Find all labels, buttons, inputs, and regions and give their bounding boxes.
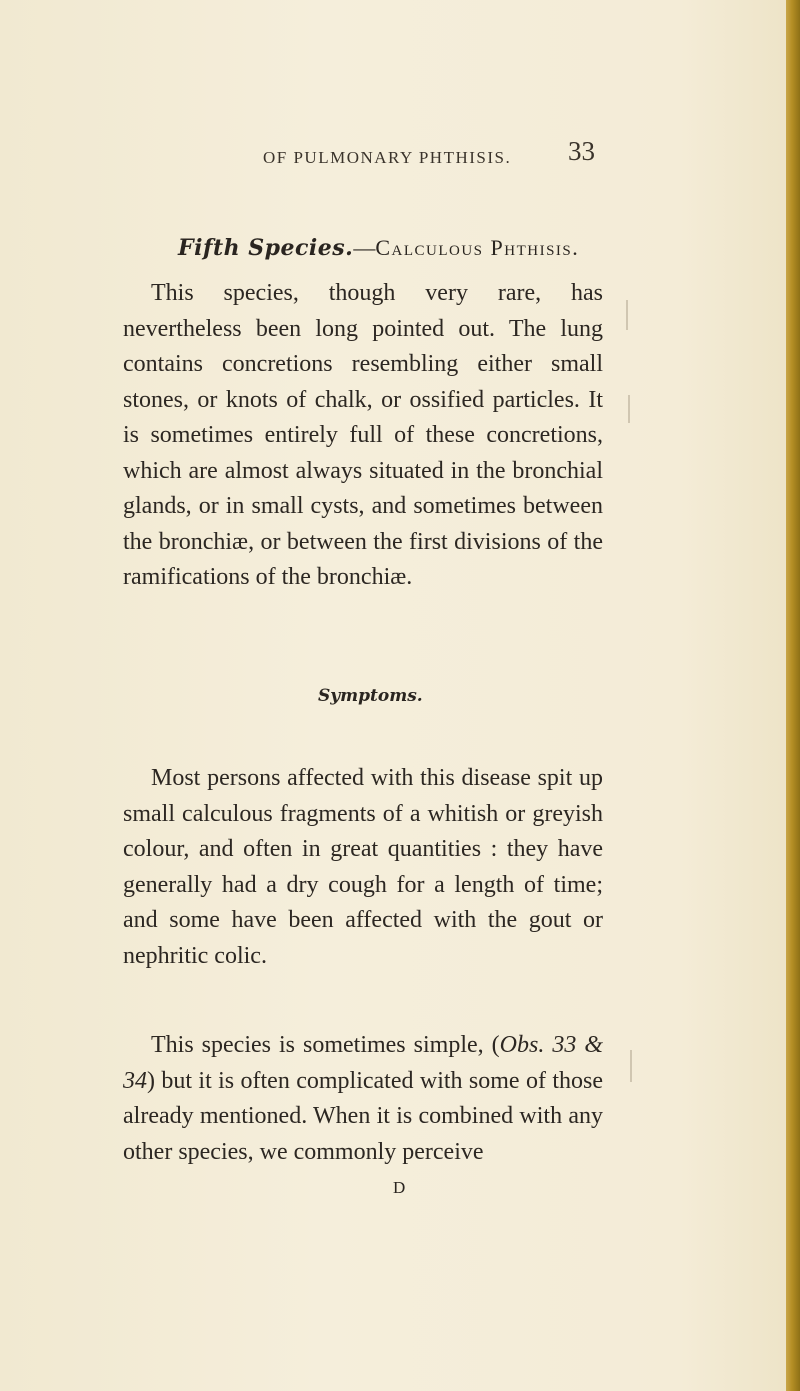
paragraph-3 <box>123 1028 603 1170</box>
page-number: 33 <box>568 136 595 166</box>
paragraph-2-text: Most persons affected with this disease spit up small calculous fragments of a whitish or greyish colour, and often in great quantities : they have generally had a dry cough for a length of time; and some have been affected with the gout or nephritic colic. <box>123 765 603 969</box>
section-heading-title: Calculous Phthisis. <box>375 235 580 260</box>
running-head-title: OF PULMONARY PHTHISIS. <box>263 148 512 167</box>
section-heading-blackletter: Fifth Species. <box>178 235 354 261</box>
paragraph-1 <box>123 276 603 596</box>
paragraph-3-text-a: This species is sometimes simple, ( <box>151 1032 500 1058</box>
paragraph-3-text-b: ) but it is often complicated with some of those already mentioned. When it is combined with any other species, we commonly perceive <box>123 1067 603 1165</box>
section-heading-dash: — <box>353 235 376 260</box>
margin-mark <box>630 1050 632 1082</box>
paragraph-2 <box>123 761 603 974</box>
paragraph-1-text: This species, though very rare, has nevertheless been long pointed out. The lung contains concretions resembling either small stones, or knots of chalk, or ossified particles. It is sometimes entirely full of these concretions, which are almost always situated in the bronchial glands, or in small cysts, and sometimes between the bronchiæ, or between the first divisions of the ramifications of the bronchiæ. <box>123 280 603 590</box>
subheading-symptoms: Symptoms. <box>318 686 423 706</box>
signature-mark: D <box>393 1178 406 1197</box>
page-edge <box>786 0 800 1391</box>
margin-mark <box>628 395 630 423</box>
paragraph-3-citation: Obs. 33 & 34 <box>123 1032 604 1094</box>
section-heading <box>178 235 579 261</box>
margin-mark <box>626 300 628 330</box>
